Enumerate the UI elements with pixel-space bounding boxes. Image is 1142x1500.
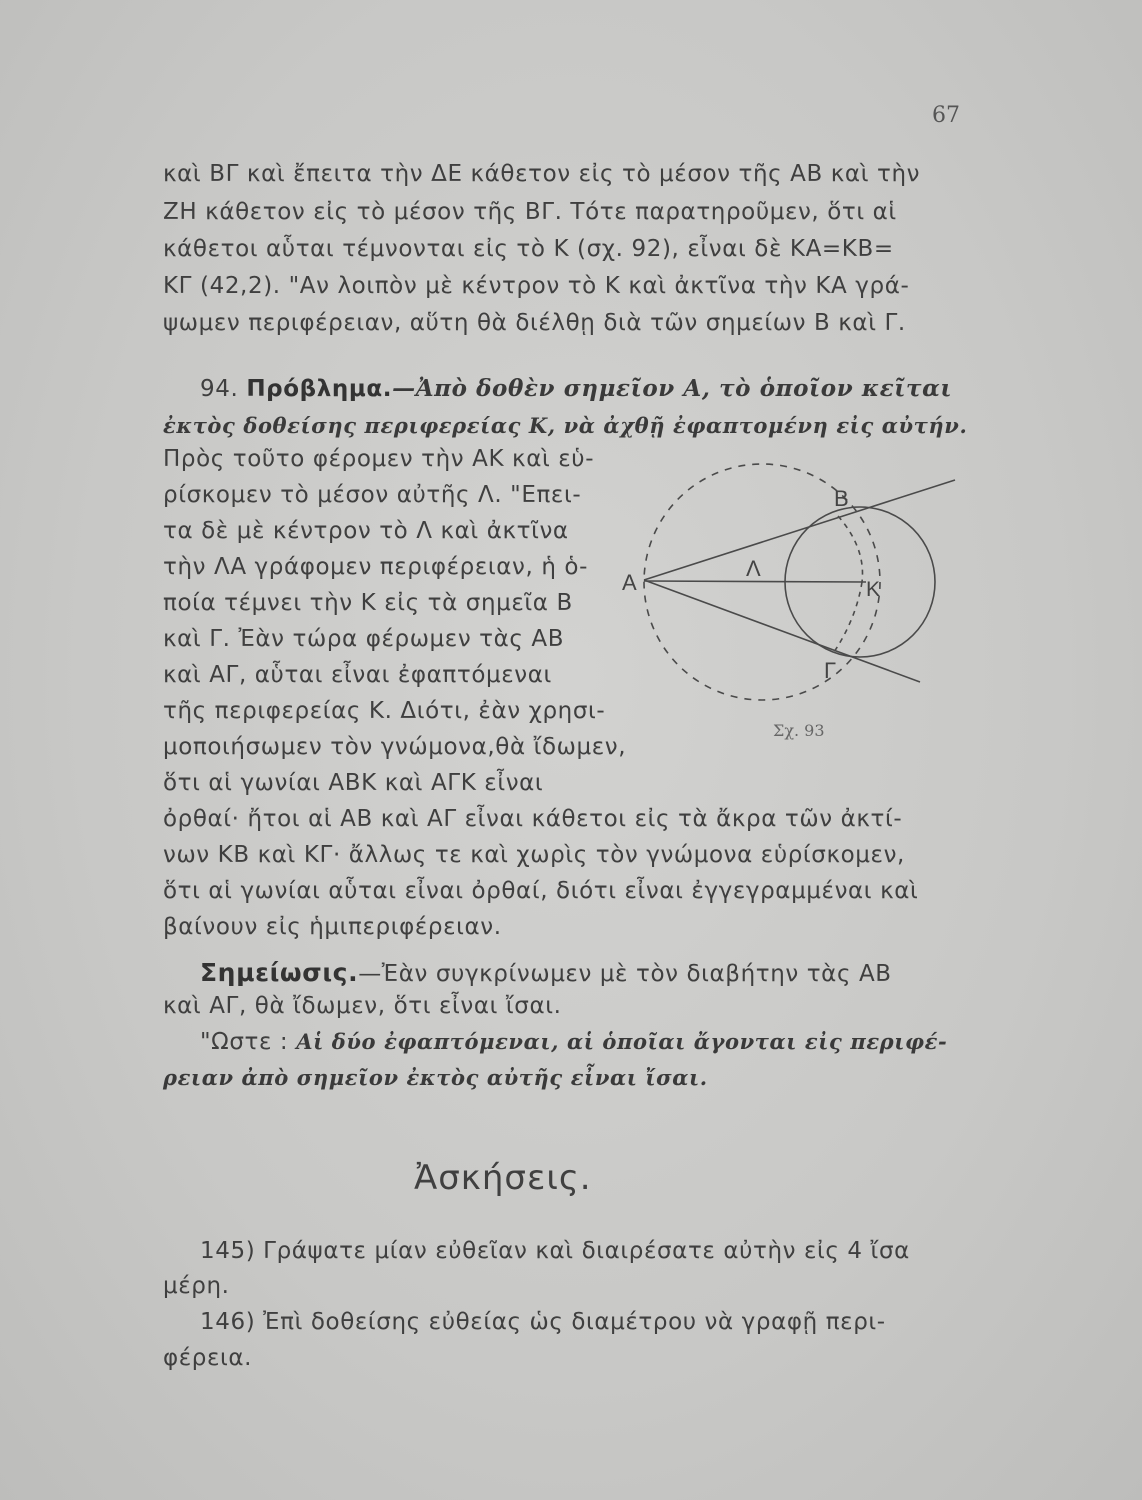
paragraph-line: ὀρθαί· ἤτοι αἱ ΑΒ καὶ ΑΓ εἶναι κάθετοι εἰς τὰ ἄκρα τῶν ἀκτί- [163,806,903,832]
problem-title: Πρόβλημα. [246,376,393,402]
paragraph-line: ρίσκομεν τὸ μέσον αὐτῆς Λ. "Επει- [163,482,582,508]
problem-statement: ἐκτὸς δοθείσης περιφερείας Κ, νὰ ἀχθῇ ἐφαπτομένη εἰς αὐτήν. [163,413,968,438]
exercise-item: μέρη. [163,1273,230,1299]
problem-statement: —Ἀπὸ δοθὲν σημεῖον Α, τὸ ὁποῖον κεῖται [392,375,953,402]
paragraph-line: Πρὸς τοῦτο φέρομεν τὴν ΑΚ καὶ εὑ- [163,446,595,472]
conclusion-text: Αἱ δύο ἐφαπτόμεναι, αἱ ὁποῖαι ἄγονται εἰς περιφέ- [296,1029,948,1054]
exercises-heading: Ἀσκήσεις. [414,1158,592,1198]
paragraph-line: νων ΚΒ καὶ ΚΓ· ἄλλως τε καὶ χωρὶς τὸν γνώμονα εὑρίσκομεν, [163,842,905,868]
paragraph-line: ΖΗ κάθετον εἰς τὸ μέσον τῆς ΒΓ. Τότε παρατηροῦμεν, ὅτι αἱ [163,199,897,225]
conclusion-line [200,1029,947,1055]
figure-caption: Σχ. 93 [773,721,825,740]
note-title: Σημείωσις. [200,958,359,987]
note-text: —Ἐὰν συγκρίνωμεν μὲ τὸν διαβήτην τὰς ΑΒ [358,961,892,987]
exercise-item: φέρεια. [163,1345,253,1371]
paragraph-line: καὶ Γ. Ἐὰν τώρα φέρωμεν τὰς ΑΒ [163,626,565,652]
segment-ak [644,581,866,582]
conclusion-prefix: "Ωστε : [200,1029,289,1055]
paragraph-line: καὶ ΒΓ καὶ ἔπειτα τὴν ΔΕ κάθετον εἰς τὸ μέσον τῆς ΑΒ καὶ τὴν [163,161,921,187]
label-l: Λ [746,556,761,581]
exercise-item: 146) Ἐπὶ δοθείσης εὐθείας ὡς διαμέτρου νὰ γραφῇ περι- [200,1309,886,1335]
conclusion-text: ρειαν ἀπὸ σημεῖον ἐκτὸς αὐτῆς εἶναι ἴσαι. [163,1065,708,1090]
label-g: Γ [824,658,837,683]
radius-kg-dashed [832,582,862,655]
problem-number: 94. [200,376,239,402]
label-a: Α [622,570,637,595]
paragraph-line: τὴν ΛΑ γράφομεν περιφέρειαν, ἡ ὁ- [163,554,588,580]
paragraph-line: βαίνουν εἰς ἡμιπεριφέρειαν. [163,914,502,940]
tangent-line-ab [644,480,955,580]
label-b: Β [834,486,849,511]
label-k: Κ [866,578,881,601]
paragraph-line: τῆς περιφερείας Κ. Διότι, ἐὰν χρησι- [163,698,606,724]
page-number: 67 [932,103,960,128]
radius-kb-dashed [838,516,863,582]
paragraph-line: ποία τέμνει τὴν Κ εἰς τὰ σημεῖα Β [163,590,573,616]
paragraph-line: μοποιήσωμεν τὸν γνώμονα,θὰ ἴδωμεν, [163,734,627,760]
paragraph-line: ὅτι αἱ γωνίαι ΑΒΚ καὶ ΑΓΚ εἶναι [163,770,544,796]
exercise-item: 145) Γράψατε μίαν εὐθεῖαν καὶ διαιρέσατε αὐτὴν εἰς 4 ἴσα [200,1238,910,1264]
paragraph-line: τα δὲ μὲ κέντρον τὸ Λ καὶ ἀκτῖνα [163,518,569,544]
paragraph-line: ψωμεν περιφέρειαν, αὕτη θὰ διέλθῃ διὰ τῶν σημείων Β καὶ Γ. [163,310,906,336]
paragraph-line: κάθετοι αὗται τέμνονται εἰς τὸ Κ (σχ. 92), εἶναι δὲ ΚΑ=ΚΒ= [163,236,894,262]
paragraph-line: καὶ ΑΓ, αὗται εἶναι ἐφαπτόμεναι [163,662,552,688]
note-line [200,958,892,987]
paragraph-line: ΚΓ (42,2). "Αν λοιπὸν μὲ κέντρον τὸ Κ καὶ ἀκτῖνα τὴν ΚΑ γρά- [163,273,910,299]
note-line: καὶ ΑΓ, θὰ ἴδωμεν, ὅτι εἶναι ἴσαι. [163,993,562,1019]
paragraph-line: ὅτι αἱ γωνίαι αὗται εἶναι ὀρθαί, διότι εἶναι ἐγγεγραμμέναι καὶ [163,878,919,904]
